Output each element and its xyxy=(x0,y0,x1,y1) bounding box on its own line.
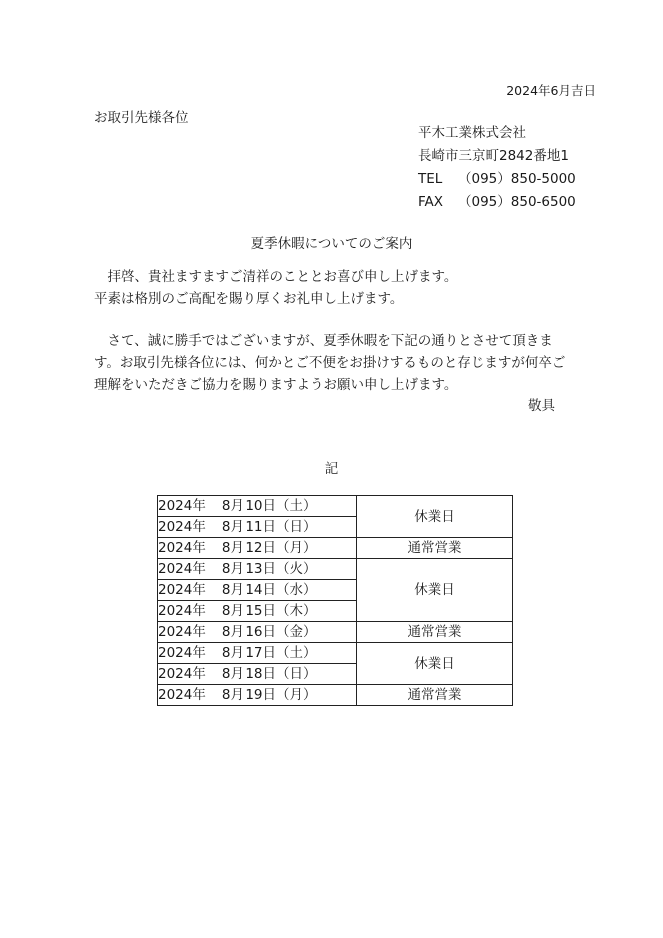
sender-address: 長崎市三京町2842番地1 xyxy=(418,148,569,164)
tel-label: TEL xyxy=(418,171,443,187)
recipient: お取引先様各位 xyxy=(94,110,189,126)
greeting-paragraph xyxy=(94,266,564,310)
fax-number: （095）850-6500 xyxy=(458,194,576,210)
date-cell: 2024年 8月14日（水） xyxy=(158,580,357,601)
tel-number: （095）850-5000 xyxy=(458,171,576,187)
status-cell-business: 通常営業 xyxy=(357,685,513,706)
document-title: 夏季休暇についてのご案内 xyxy=(250,236,413,252)
table-row xyxy=(158,496,513,517)
sender-fax-row xyxy=(418,191,576,214)
date-cell: 2024年 8月12日（月） xyxy=(158,538,357,559)
sender-block xyxy=(418,122,576,214)
notice-paragraph xyxy=(94,330,564,396)
sender-tel-row xyxy=(418,168,576,191)
status-cell-holiday: 休業日 xyxy=(357,496,513,538)
greeting-line-2: 平素は格別のご高配を賜り厚くお礼申し上げます。 xyxy=(94,291,404,307)
date-cell: 2024年 8月11日（日） xyxy=(158,517,357,538)
table-row xyxy=(158,643,513,664)
sender-company: 平木工業株式会社 xyxy=(418,125,526,141)
notice-line-1: さて、誠に勝手ではございますが、夏季休暇を下記の通りとさせて頂きま xyxy=(94,333,553,349)
date-cell: 2024年 8月17日（土） xyxy=(158,643,357,664)
status-cell-business: 通常営業 xyxy=(357,538,513,559)
issue-date: 2024年6月吉日 xyxy=(506,83,596,98)
status-cell-holiday: 休業日 xyxy=(357,559,513,622)
closing-keigu: 敬具 xyxy=(528,398,555,414)
holiday-schedule-table xyxy=(157,495,513,706)
status-cell-business: 通常営業 xyxy=(357,622,513,643)
status-cell-holiday: 休業日 xyxy=(357,643,513,685)
date-cell: 2024年 8月15日（木） xyxy=(158,601,357,622)
table-row xyxy=(158,622,513,643)
date-cell: 2024年 8月13日（火） xyxy=(158,559,357,580)
table-row xyxy=(158,559,513,580)
date-cell: 2024年 8月16日（金） xyxy=(158,622,357,643)
table-row xyxy=(158,538,513,559)
greeting-line-1: 拝啓、貴社ますますご清祥のこととお喜び申し上げます。 xyxy=(94,269,458,285)
notice-line-3: 理解をいただきご協力を賜りますようお願い申し上げます。 xyxy=(94,377,458,393)
table-row xyxy=(158,685,513,706)
ki-heading: 記 xyxy=(324,461,339,477)
date-cell: 2024年 8月18日（日） xyxy=(158,664,357,685)
date-cell: 2024年 8月10日（土） xyxy=(158,496,357,517)
notice-line-2: す。お取引先様各位には、何かとご不便をお掛けするものと存じますが何卒ご xyxy=(94,355,566,371)
fax-label: FAX xyxy=(418,194,444,210)
date-cell: 2024年 8月19日（月） xyxy=(158,685,357,706)
